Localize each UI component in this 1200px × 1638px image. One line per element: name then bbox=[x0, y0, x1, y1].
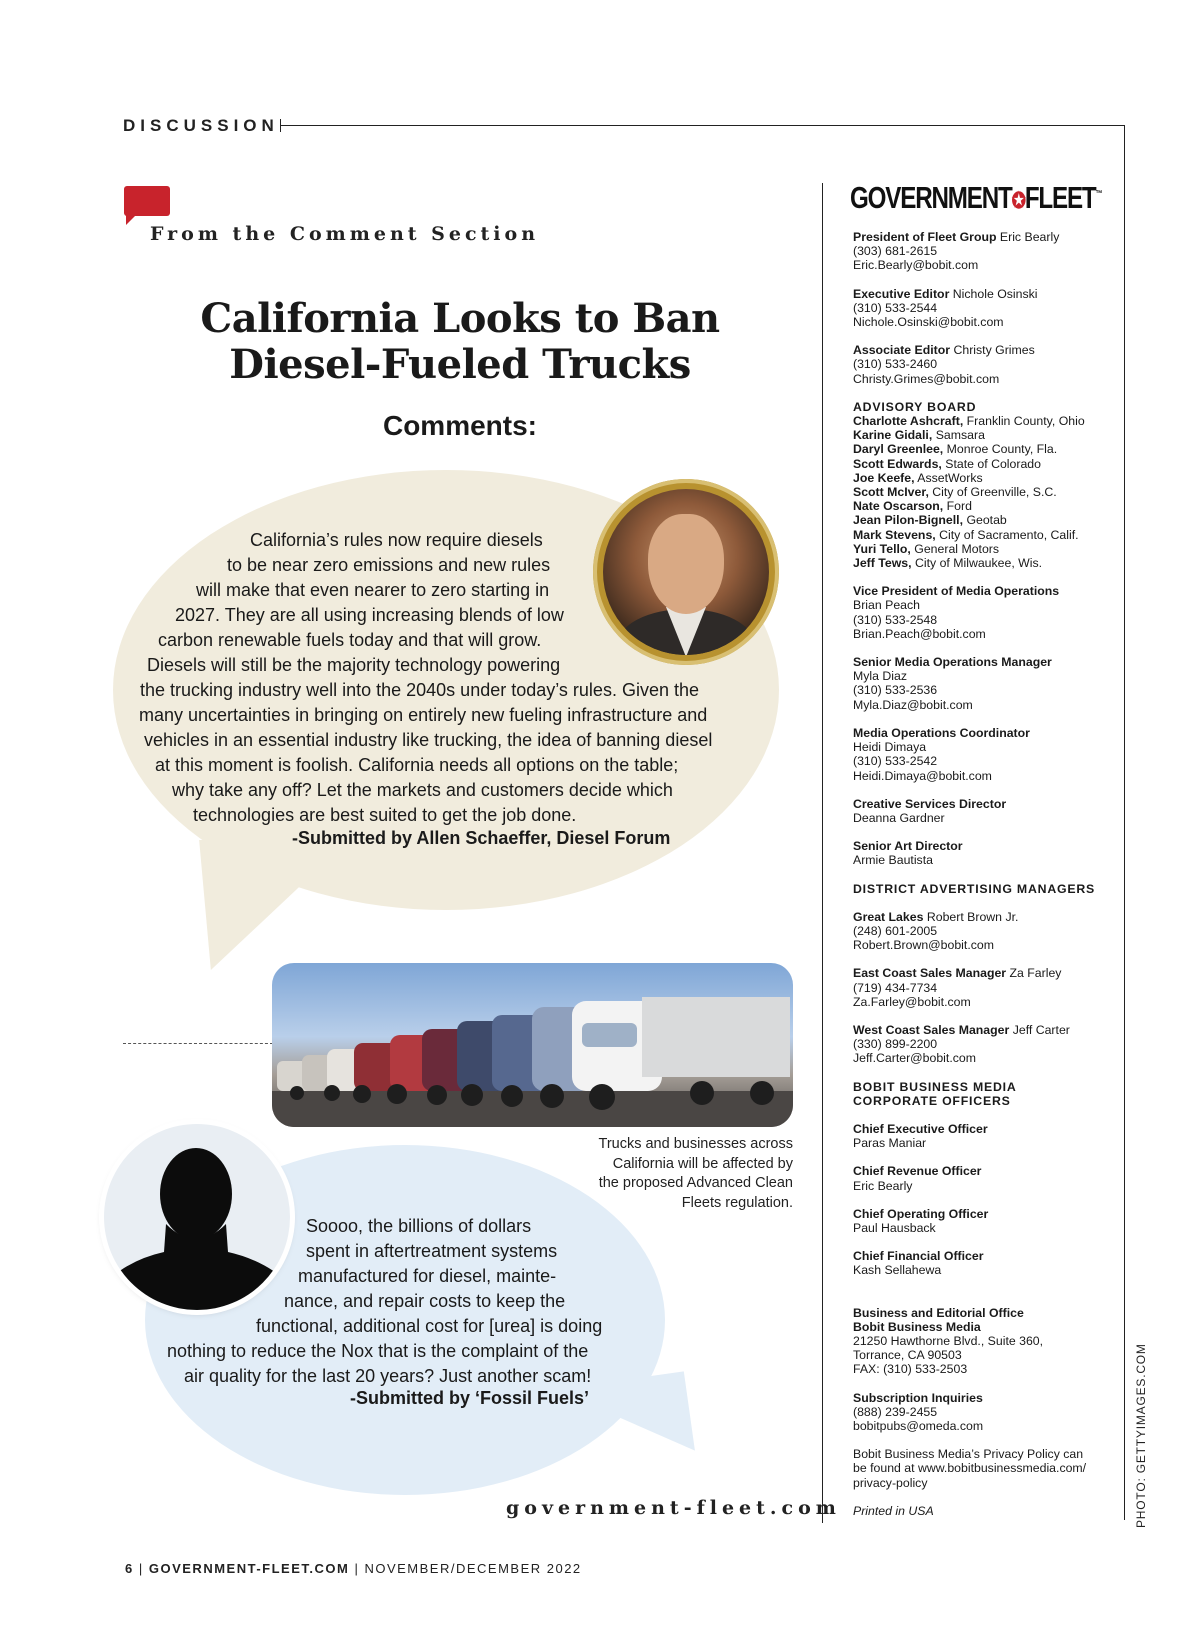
caption-line: the proposed Advanced Clean bbox=[598, 1175, 793, 1191]
email-link[interactable]: Brian.Peach@bobit.com bbox=[853, 626, 986, 641]
advisor-row: Jean Pilon-Bignell, Geotab bbox=[853, 513, 1007, 528]
email-link[interactable]: Myla.Diaz@bobit.com bbox=[853, 697, 973, 712]
comment-line: 2027. They are all using increasing blends of low bbox=[175, 605, 564, 625]
comment-flag-icon bbox=[124, 186, 170, 216]
portrait-face bbox=[648, 514, 724, 614]
advisor-row: Scott McIver, City of Greenville, S.C. bbox=[853, 485, 1057, 500]
advisor-row: Nate Oscarson, Ford bbox=[853, 499, 972, 514]
comment-line: will make that even nearer to zero starting in bbox=[196, 580, 550, 600]
masthead-entry: Senior Art Director Armie Bautista bbox=[853, 839, 963, 868]
comments-subhead: Comments: bbox=[382, 410, 537, 441]
email-link[interactable]: Heidi.Dimaya@bobit.com bbox=[853, 768, 992, 783]
page-footer bbox=[125, 1561, 582, 1576]
comment-line: the trucking industry well into the 2040s under today’s rules. Given the bbox=[140, 680, 699, 700]
logo-trademark: ™ bbox=[1095, 188, 1102, 199]
privacy-link[interactable]: be found at www.bobitbusinessmedia.com/ bbox=[853, 1461, 1087, 1476]
advisor-row: Daryl Greenlee, Monroe County, Fla. bbox=[853, 442, 1058, 457]
comment-line: spent in aftertreatment systems bbox=[306, 1241, 558, 1261]
kicker: From the Comment Section bbox=[150, 223, 540, 245]
dashed-divider bbox=[123, 1043, 273, 1044]
comment-line: California’s rules now require diesels bbox=[250, 530, 543, 550]
masthead-entry: President of Fleet Group Eric Bearly (303) 681-2615 Eric.Bearly@bobit.com bbox=[853, 230, 1060, 273]
headline-line-1: California Looks to Ban bbox=[200, 295, 720, 342]
office-address: Business and Editorial Office Bobit Business Media 21250 Hawthorne Blvd., Suite 360, Torrance, CA 90503 FAX: (310) 533-2503 bbox=[853, 1305, 1044, 1377]
portrait-photo bbox=[603, 489, 769, 655]
email-link[interactable]: bobitpubs@omeda.com bbox=[853, 1419, 984, 1433]
comment-line: functional, additional cost for [urea] is doing bbox=[256, 1316, 603, 1336]
comment-line: at this moment is foolish. California needs all options on the table; bbox=[155, 755, 679, 775]
parking-lot bbox=[272, 1091, 793, 1127]
caption-line: Fleets regulation. bbox=[681, 1194, 793, 1211]
advisory-heading: ADVISORY BOARD bbox=[853, 399, 977, 414]
sidebar-divider bbox=[822, 183, 823, 1523]
comment-line: nothing to reduce the Nox that is the complaint of the bbox=[167, 1341, 589, 1361]
masthead bbox=[853, 230, 1118, 1518]
advisor-row: Karine Gidali, Samsara bbox=[853, 428, 985, 443]
masthead-entry: East Coast Sales Manager Za Farley (719) 434-7734 Za.Farley@bobit.com bbox=[853, 966, 1062, 1009]
masthead-entry: Media Operations Coordinator Heidi Dimaya (310) 533-2542 Heidi.Dimaya@bobit.com bbox=[853, 725, 1030, 783]
masthead-entry: Great Lakes Robert Brown Jr. (248) 601-2005 Robert.Brown@bobit.com bbox=[853, 909, 1019, 953]
corporate-heading: BOBIT BUSINESS MEDIA CORPORATE OFFICERS bbox=[853, 1079, 1017, 1108]
commenter-1-portrait bbox=[593, 479, 779, 665]
comment-line: Diesels will still be the majority technology powering bbox=[147, 655, 561, 675]
comment-line: vehicles in an essential industry like trucking, the idea of banning diesel bbox=[144, 730, 713, 750]
advisor-row: Mark Stevens, City of Sacramento, Calif. bbox=[853, 527, 1079, 542]
truck-row bbox=[277, 997, 790, 1091]
masthead-entry: Executive Editor Nichole Osinski (310) 533-2544 Nichole.Osinski@bobit.com bbox=[853, 286, 1038, 330]
comment-line: many uncertainties in bringing on entirely new fueling infrastructure and bbox=[139, 705, 708, 725]
caption-line: California will be affected by bbox=[612, 1155, 793, 1172]
footer-issue: NOVEMBER/DECEMBER 2022 bbox=[364, 1561, 582, 1576]
district-heading: DISTRICT ADVERTISING MANAGERS bbox=[853, 881, 1096, 896]
page-border-right bbox=[1124, 125, 1125, 1520]
comment-line: technologies are best suited to get the job done. bbox=[193, 805, 577, 825]
comment-line: carbon renewable fuels today and that will grow. bbox=[158, 630, 542, 650]
masthead-entry: Vice President of Media Operations Brian Peach (310) 533-2548 Brian.Peach@bobit.com bbox=[853, 584, 1060, 641]
masthead-entry: Chief Executive Officer Paras Maniar bbox=[853, 1121, 988, 1151]
photo-credit: PHOTO: GETTYIMAGES.COM bbox=[1134, 1343, 1148, 1528]
masthead-entry: Associate Editor Christy Grimes (310) 533-2460 Christy.Grimes@bobit.com bbox=[853, 343, 1035, 386]
masthead-entry: Chief Operating Officer Paul Hausback bbox=[853, 1206, 989, 1235]
trucks-illustration bbox=[272, 963, 793, 1127]
section-rule bbox=[280, 125, 1125, 126]
government-fleet-logo bbox=[850, 180, 1101, 216]
page-number: 6 bbox=[125, 1561, 134, 1576]
site-url[interactable]: government-fleet.com bbox=[506, 1497, 841, 1519]
footer-separator: | bbox=[354, 1561, 365, 1576]
masthead-entry: Senior Media Operations Manager Myla Diaz (310) 533-2536 Myla.Diaz@bobit.com bbox=[853, 655, 1052, 712]
comment-line: Soooo, the billions of dollars bbox=[306, 1216, 532, 1236]
privacy-note: Bobit Business Media’s Privacy Policy can be found at www.bobitbusinessmedia.com/ privacy-policy bbox=[853, 1447, 1087, 1490]
comment-2-signoff: -Submitted by ‘Fossil Fuels’ bbox=[350, 1388, 590, 1408]
email-link[interactable]: Christy.Grimes@bobit.com bbox=[853, 371, 1000, 386]
person-silhouette-icon bbox=[104, 1124, 290, 1310]
comment-line: air quality for the last 20 years? Just another scam! bbox=[184, 1366, 592, 1386]
logo-word-right: FLEET bbox=[1024, 180, 1096, 215]
comment-line: manufactured for diesel, mainte- bbox=[298, 1266, 557, 1286]
comment-line: nance, and repair costs to keep the bbox=[284, 1291, 566, 1311]
advisor-row: Yuri Tello, General Motors bbox=[853, 541, 1000, 556]
masthead-entry: Chief Revenue Officer Eric Bearly bbox=[853, 1164, 982, 1193]
email-link[interactable]: Jeff.Carter@bobit.com bbox=[853, 1051, 976, 1066]
comment-line: to be near zero emissions and new rules bbox=[227, 555, 551, 575]
masthead-entry: Creative Services Director Deanna Gardner bbox=[853, 796, 1007, 825]
comment-line: why take any off? Let the markets and customers decide which bbox=[172, 780, 673, 800]
footer-publication: GOVERNMENT-FLEET.COM bbox=[148, 1561, 350, 1576]
comment-1-signoff: -Submitted by Allen Schaeffer, Diesel Forum bbox=[292, 828, 671, 848]
advisor-row: Charlotte Ashcraft, Franklin County, Ohio bbox=[853, 414, 1085, 429]
comment-flag-tail bbox=[126, 213, 138, 225]
headline-line-2: Diesel-Fueled Trucks bbox=[229, 341, 691, 388]
masthead-entry: West Coast Sales Manager Jeff Carter (330) 899-2200 Jeff.Carter@bobit.com bbox=[853, 1022, 1070, 1066]
advisor-row: Jeff Tews, City of Milwaukee, Wis. bbox=[853, 556, 1043, 571]
trucks-photo bbox=[272, 963, 793, 1127]
anonymous-avatar bbox=[104, 1124, 290, 1310]
section-label: DISCUSSION bbox=[123, 116, 279, 135]
star-icon: ✪ bbox=[1011, 188, 1025, 213]
logo-word-left: GOVERNMENT bbox=[850, 180, 1012, 215]
advisor-row: Scott Edwards, State of Colorado bbox=[853, 456, 1041, 471]
headline bbox=[140, 296, 780, 388]
email-link[interactable]: Robert.Brown@bobit.com bbox=[853, 938, 994, 953]
footer-separator: | bbox=[138, 1561, 149, 1576]
email-link[interactable]: Za.Farley@bobit.com bbox=[853, 994, 971, 1009]
email-link[interactable]: Eric.Bearly@bobit.com bbox=[853, 258, 979, 273]
caption-line: Trucks and businesses across bbox=[598, 1136, 793, 1152]
masthead-entry: Chief Financial Officer Kash Sellahewa bbox=[853, 1249, 984, 1278]
advisor-row: Joe Keefe, AssetWorks bbox=[853, 470, 983, 485]
printed-in: Printed in USA bbox=[853, 1503, 934, 1518]
subscription-inquiries: Subscription Inquiries (888) 239-2455 bobitpubs@omeda.com bbox=[853, 1390, 984, 1433]
advisory-board bbox=[853, 400, 1118, 570]
email-link[interactable]: Nichole.Osinski@bobit.com bbox=[853, 315, 1004, 330]
